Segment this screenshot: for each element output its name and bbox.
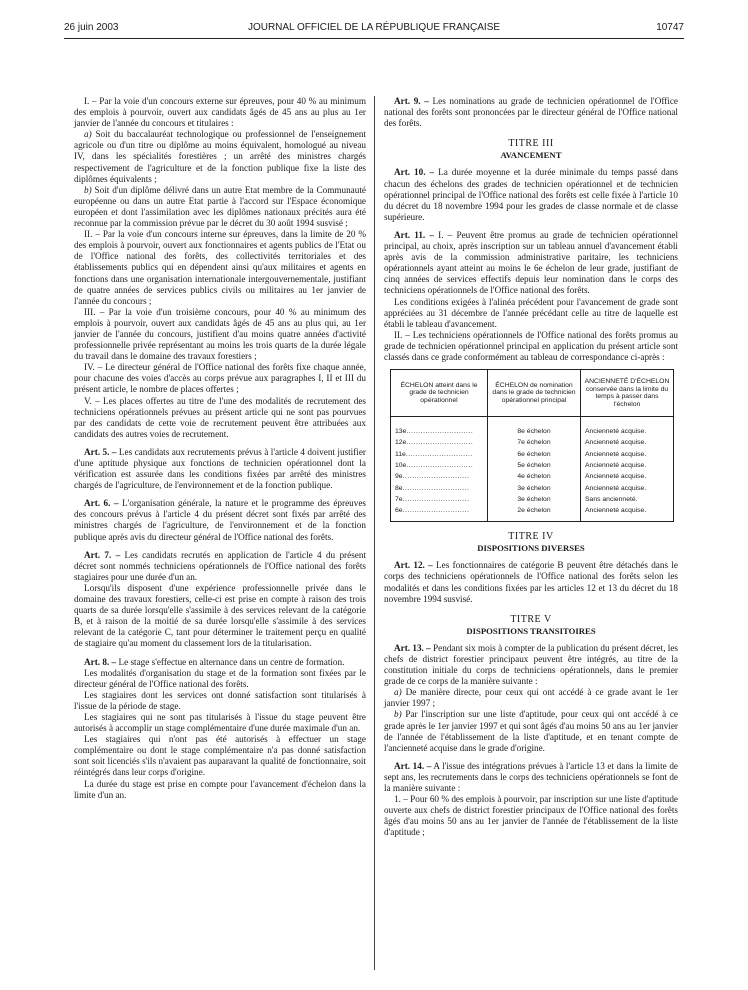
- leader-dots: ............................: [402, 507, 470, 515]
- table-header: ÉCHELON atteint dans le grade de technicien opérationnel: [391, 370, 488, 417]
- article-text: Les candidats recrutés en application de l'article 4 du présent décret sont nommés techniciens opérationnels de l'Office national des forêts stagiaires pour une durée d'un an.: [74, 549, 366, 582]
- table-row: [391, 426, 674, 437]
- paragraph: IV. – Le directeur général de l'Office national des forêts fixe chaque année, pour chacune des voies d'accès au corps prévue aux paragraphes I, II et III du présent article, le nombre de places offertes ;: [74, 362, 366, 395]
- table-row: [391, 437, 674, 448]
- anciennete: Ancienneté acquise.: [581, 483, 674, 494]
- article-10: [384, 167, 678, 222]
- paragraph: La durée du stage est prise en compte pour l'avancement d'échelon dans la limite d'un an.: [74, 778, 366, 800]
- article-label: Art. 11. –: [394, 229, 434, 240]
- echelon-to: 8e échelon: [488, 426, 581, 437]
- header-rule: [64, 38, 684, 39]
- article-5: [74, 447, 366, 491]
- paragraph: [74, 129, 366, 184]
- paragraph: I. – Par la voie d'un concours externe sur épreuves, pour 40 % au minimum des emplois à pourvoir, ouvert aux candidats âgés de 45 ans au plus au 1er janvier de l'année du concours et titulaires :: [74, 96, 366, 129]
- titre-heading: TITRE V: [510, 613, 552, 625]
- anciennete: Ancienneté acquise.: [581, 437, 674, 448]
- echelon-from: 13e: [395, 428, 407, 436]
- article-label: Art. 8. –: [84, 656, 117, 667]
- echelon-from: 8e: [395, 484, 403, 492]
- paragraph-text: De manière directe, pour ceux qui ont accédé à ce grade avant le 1er janvier 1997 ;: [384, 687, 678, 709]
- anciennete: Ancienneté acquise.: [581, 449, 674, 460]
- column-divider: [374, 96, 375, 970]
- page-header: [64, 22, 684, 36]
- article-text: La durée moyenne et la durée minimale du temps passé dans chacun des échelons des grades de technicien opérationnel et de technicien opérationnel principal de l'Office national des forêts est celle fixée à l'article 10 du décret du 18 novembre 1994 pour les grades de classe normale et de classe supérieure.: [384, 167, 678, 222]
- table-header: ANCIENNETÉ D'ÉCHELON conservée dans la limite du temps à passer dans l'échelon: [581, 370, 674, 417]
- article-8: [74, 657, 366, 668]
- echelon-from: 12e: [395, 439, 407, 447]
- echelon-to: 2e échelon: [488, 505, 581, 522]
- article-label: Art. 9. –: [394, 96, 429, 106]
- table-cell: [391, 460, 488, 471]
- enum-marker: a): [84, 129, 92, 140]
- article-label: Art. 5. –: [84, 446, 117, 457]
- titre-heading: TITRE III: [508, 138, 554, 150]
- article-label: Art. 10. –: [394, 167, 435, 178]
- table-row: [391, 449, 674, 460]
- article-7: [74, 550, 366, 583]
- article-text: A l'issue des intégrations prévues à l'article 13 et dans la limite de sept ans, les recrutements dans le corps des techniciens opérationnels se font de la manière suivante :: [384, 760, 678, 794]
- article-label: Art. 12. –: [394, 560, 433, 571]
- paragraph: III. – Par la voie d'un troisième concours, pour 40 % au minimum des emplois à pourvoir, ouvert aux candidats âgés de 45 ans au plus qui, au 1er janvier de l'année du concours, justifient d'au moins quatre années d'activité professionnelle privée représentant au moins les trois quarts de la durée légale du travail dans le domaine des travaux forestiers ;: [74, 306, 366, 362]
- table-cell: [391, 471, 488, 482]
- echelon-to: 5e échelon: [488, 460, 581, 471]
- leader-dots: ............................: [406, 461, 474, 469]
- echelon-from: 9e: [395, 473, 403, 481]
- page-number: 10747: [656, 22, 684, 33]
- leader-dots: ............................: [405, 450, 473, 458]
- article-text: Les nominations au grade de technicien opérationnel de l'Office national des forêts sont prononcées par le directeur général de l'Office national des forêts.: [384, 96, 678, 129]
- echelon-from: 10e: [395, 461, 407, 469]
- anciennete: Ancienneté acquise.: [581, 460, 674, 471]
- table-row: [391, 483, 674, 494]
- table-row: [391, 460, 674, 471]
- table-cell: [391, 426, 488, 437]
- article-text: L'organisation générale, la nature et le programme des épreuves des concours prévus à l'article 4 du présent décret sont fixés par arrêté des ministres chargés de l'agriculture, de l'environnement et de la fonction publique après avis du directeur général de l'Office national des forêts.: [74, 498, 366, 542]
- anciennete: Ancienneté acquise.: [581, 471, 674, 482]
- table-cell: [391, 505, 488, 522]
- echelon-from: 7e: [395, 495, 403, 503]
- echelon-to: 7e échelon: [488, 437, 581, 448]
- table-cell: [391, 483, 488, 494]
- echelon-to: 4e échelon: [488, 471, 581, 482]
- article-12: [384, 560, 678, 604]
- paragraph-text: Soit d'un diplôme délivré dans un autre Etat membre de la Communauté européenne ou dans un autre Etat partie à l'accord sur l'Espace économique européen et dont l'assimilation avec les diplômes nationaux précités aura été reconnue par la commission prévue par le décret du 30 août 1994 susvisé ;: [74, 184, 366, 229]
- table-cell: [391, 449, 488, 460]
- paragraph: II. – Par la voie d'un concours interne sur épreuves, dans la limite de 20 % des emplois à pourvoir, ouvert aux fonctionnaires et agents publics de l'Etat ou de l'Office national des forêts, des collectivités territoriales et des établissements publics qui en dépendent ainsi qu'aux militaires et agents en fonctions dans une organisation internationale intergouvernementale, justifiant de quatre années de services publics civils ou militaires au 1er janvier de l'année du concours ;: [74, 229, 366, 306]
- titre-subheading: AVANCEMENT: [500, 150, 562, 161]
- table-row: [391, 471, 674, 482]
- article-label: Art. 6. –: [84, 498, 119, 509]
- article-text: Le stage s'effectue en alternance dans un centre de formation.: [116, 656, 345, 667]
- table-row: [391, 494, 674, 505]
- paragraph: II. – Les techniciens opérationnels de l'Office national des forêts promus au grade de technicien opérationnel principal en application du présent article sont classés dans ce grade conformément au tableau de correspondance ci-après :: [384, 329, 678, 362]
- paragraph-text: Par l'inscription sur une liste d'aptitude, pour ceux qui ont accédé à ce grade après le 1er janvier 1997 et qui sont âgés d'au moins 50 ans au 1er janvier de l'année de l'établissement de la liste d'aptitude, et en tenant compte de l'ancienneté acquise dans le grade d'origine.: [384, 709, 678, 753]
- echelon-from: 6e: [395, 507, 403, 515]
- anciennete: Ancienneté acquise.: [581, 426, 674, 437]
- paragraph: Les stagiaires dont les services ont donné satisfaction sont titularisés à l'issue de la période de stage.: [74, 689, 366, 711]
- paragraph: [384, 687, 678, 709]
- enum-marker: a): [394, 687, 402, 698]
- table-cell: [391, 494, 488, 505]
- article-6: [74, 498, 366, 542]
- anciennete: Sans ancienneté.: [581, 494, 674, 505]
- article-label: Art. 14. –: [394, 760, 432, 771]
- table-row: [391, 505, 674, 522]
- article-text: Les fonctionnaires de catégorie B peuvent être détachés dans le corps des techniciens opérationnels de l'Office national des forêts selon les modalités et dans les conditions fixées par les articles 12 et 13 du décret du 18 novembre 1994 susvisé.: [384, 560, 678, 604]
- paragraph: [74, 185, 366, 229]
- paragraph: Les conditions exigées à l'alinéa précédent pour l'avancement de grade sont appréciées au 31 décembre de l'année précédant celle au titre de laquelle est établi le tableau d'avancement.: [384, 296, 678, 329]
- paragraph: Les stagiaires qui ne sont pas titularisés à l'issue du stage peuvent être autorisés à accomplir un stage complémentaire d'une durée maximale d'un an.: [74, 711, 366, 734]
- paragraph-text: Soit du baccalauréat technologique ou professionnel de l'enseignement agricole ou d'un titre ou diplôme au moins équivalent, homologué au niveau IV, dans les spécialités forestières ; un arrêté des ministres chargés respectivement de l'agriculture et de la fonction publique fixe la liste des diplômes équivalents ;: [74, 129, 366, 184]
- enum-marker: b): [394, 709, 402, 720]
- article-text: Les candidats aux recrutements prévus à l'article 4 doivent justifier d'une aptitude physique aux fonctions de technicien opérationnel dont la vérification est assurée dans les conditions fixées par arrêté des ministres chargés de l'agriculture, de l'environnement et de la fonction publique.: [74, 446, 366, 491]
- table-body: [391, 417, 674, 522]
- table-cell: [391, 437, 488, 448]
- journal-title: JOURNAL OFFICIEL DE LA RÉPUBLIQUE FRANÇAISE: [247, 22, 501, 33]
- paragraph: V. – Les places offertes au titre de l'une des modalités de recrutement des techniciens opérationnels prévues au présent article qui ne sont pas pourvues par des candidats de cette voie de recrutement peuvent être attribuées aux candidats des autres voies de recrutement.: [74, 395, 366, 439]
- leader-dots: ............................: [402, 484, 470, 492]
- paragraph: [384, 709, 678, 753]
- leader-dots: ............................: [406, 439, 474, 447]
- article-text: I. – Peuvent être promus au grade de technicien opérationnel principal, au choix, après inscription sur un tableau annuel d'avancement établi après avis de la commission administrative paritaire, les techniciens opérationnels ayant atteint au moins le 6e échelon de leur grade, justifiant de cinq années de services effectifs depuis leur nomination dans le corps des techniciens opérationnels de l'Office national des forêts.: [384, 229, 678, 296]
- correspondence-table: [390, 369, 674, 522]
- article-label: Art. 7. –: [84, 549, 121, 560]
- article-14: [384, 761, 678, 794]
- left-column: [74, 96, 366, 801]
- titre-heading: TITRE IV: [508, 531, 554, 543]
- echelon-from: 11e: [395, 450, 406, 458]
- titre-subheading: DISPOSITIONS DIVERSES: [477, 543, 585, 554]
- echelon-to: 3e échelon: [488, 483, 581, 494]
- article-text: Pendant six mois à compter de la publication du présent décret, les chefs de district forestier principaux peuvent être intégrés, au titre de la constitution initiale du corps de techniciens opérationnels, dans le premier grade de ce corps de la manière suivante :: [384, 642, 678, 687]
- table-header: ÉCHELON de nomination dans le grade de technicien opérationnel principal: [488, 370, 581, 417]
- paragraph: Lorsqu'ils disposent d'une expérience professionnelle privée dans le domaine des travaux forestiers, celle-ci est prise en compte à raison des trois quarts de sa durée lorsqu'elle s'assimile à des services relevant de la catégorie B, et à raison de la moitié de sa durée lorsqu'elle s'assimile à des services relevant de la catégorie C, tant pour déterminer le traitement perçu en qualité de stagiaire qu'au moment du classement lors de la titularisation.: [74, 582, 366, 649]
- leader-dots: ............................: [402, 495, 470, 503]
- article-label: Art. 13. –: [394, 642, 431, 653]
- paragraph: Les stagiaires qui n'ont pas été autorisés à effectuer un stage complémentaire ou dont le stage complémentaire n'a pas donné satisfaction sont soit licenciés s'ils n'avaient pas auparavant la qualité de fonctionnaire, soit réintégrés dans leur corps d'origine.: [74, 734, 366, 778]
- leader-dots: ............................: [406, 428, 474, 436]
- echelon-to: 6e échelon: [488, 449, 581, 460]
- anciennete: Ancienneté acquise.: [581, 505, 674, 522]
- issue-date: 26 juin 2003: [64, 22, 119, 33]
- echelon-to: 3e échelon: [488, 494, 581, 505]
- enum-marker: b): [84, 184, 92, 195]
- paragraph: 1. – Pour 60 % des emplois à pourvoir, par inscription sur une liste d'aptitude ouverte aux chefs de district forestier principaux de l'Office national des forêts âgés d'au moins 50 ans au 1er janvier de l'année de l'établissement de la liste d'aptitude ;: [384, 794, 678, 838]
- article-13: [384, 643, 678, 687]
- titre-subheading: DISPOSITIONS TRANSITOIRES: [466, 625, 596, 636]
- leader-dots: ............................: [402, 473, 470, 481]
- paragraph: Les modalités d'organisation du stage et de la formation sont fixées par le directeur général de l'Office national des forêts.: [74, 667, 366, 689]
- right-column: [384, 96, 678, 838]
- article-9: [384, 96, 678, 129]
- article-11: [384, 230, 678, 297]
